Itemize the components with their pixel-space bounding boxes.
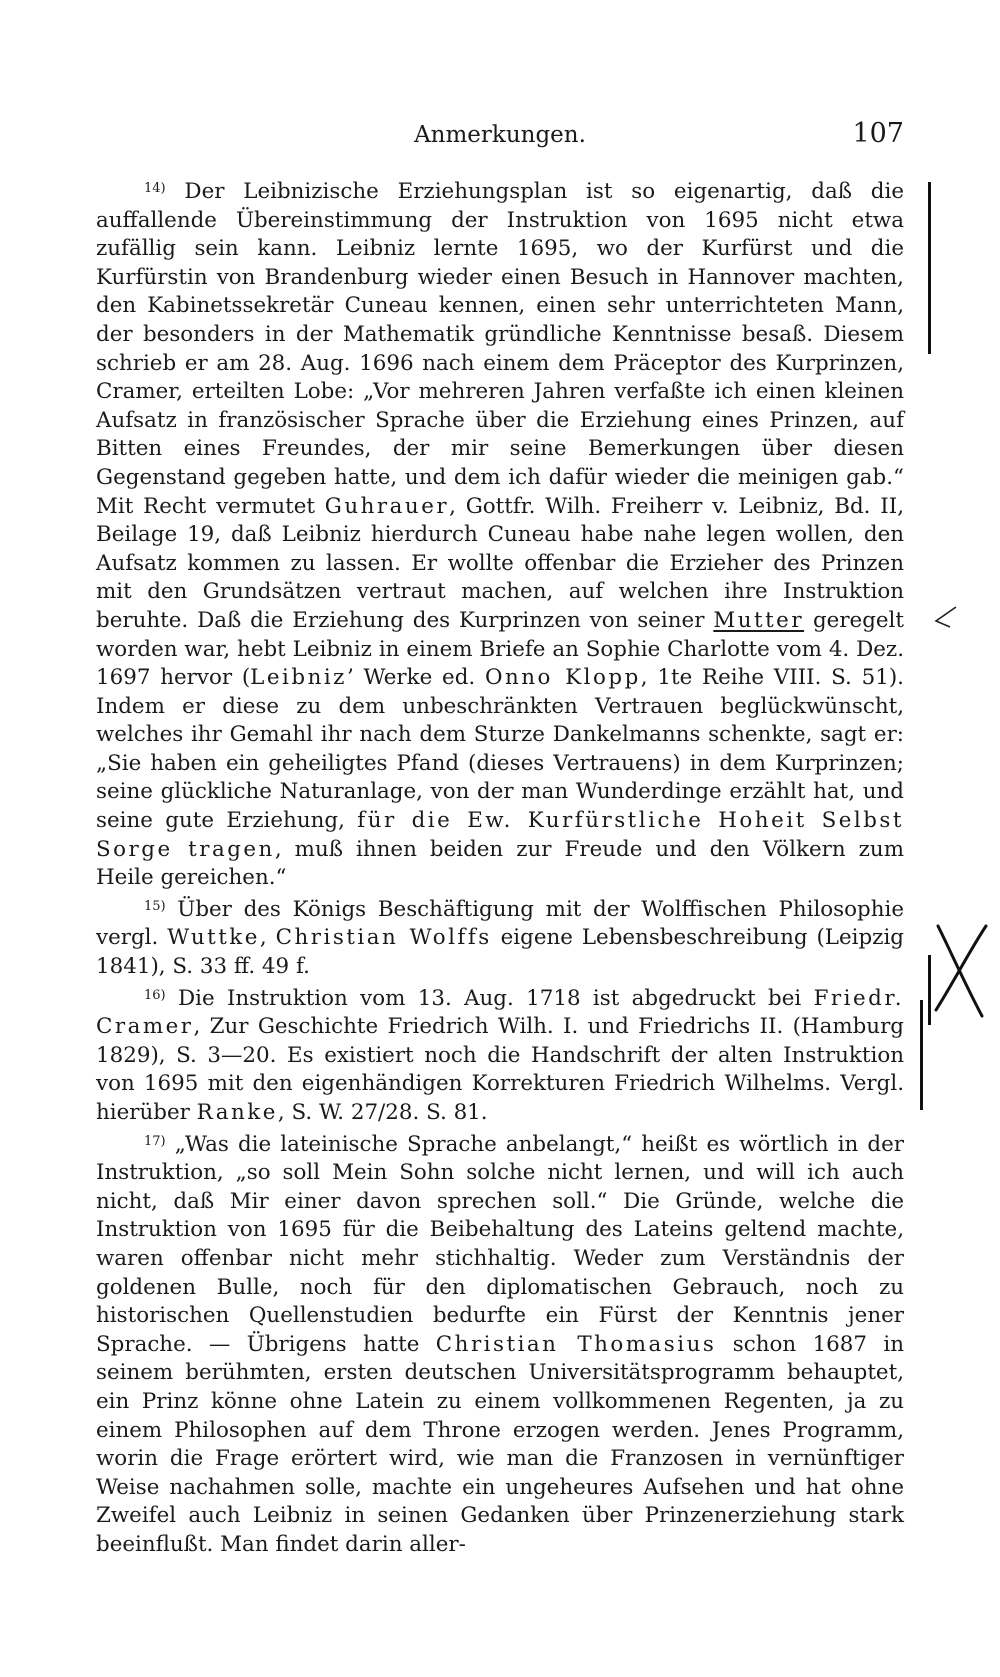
- note-text: ,: [259, 925, 276, 951]
- margin-check-mark-icon: [930, 603, 960, 633]
- page-header: [96, 118, 904, 158]
- note-text: , Zur Geschichte Friedrich Wilh. I. und Friedrichs II. (Hamburg 1829), S. 3—20. Es existiert noch die Handschrift der alten Instruktion von 1695 mit den eigenhändigen Korrekturen Friedrich Wilhelms. Vergl. hierüber: [96, 1014, 904, 1125]
- page-number: 107: [852, 118, 904, 149]
- spaced-name: Christian Thomasius: [435, 1331, 717, 1357]
- spaced-name: Wuttke: [167, 925, 260, 951]
- note-text: geregelt worden war, hebt Leibniz in einem Briefe an Sophie Charlotte vom 4. Dez. 1697 hervor (: [96, 607, 904, 691]
- spaced-name: Christian Wolffs: [275, 925, 492, 951]
- note-number: 14): [144, 181, 166, 196]
- running-title: Anmerkungen.: [414, 122, 586, 148]
- note-15: [96, 893, 904, 982]
- note-text: eigene Lebensbeschreibung (Leipzig 1841), S. 33 ff. 49 f.: [96, 925, 904, 980]
- note-text: , S. W. 27/28. S. 81.: [277, 1100, 488, 1125]
- note-17: [96, 1128, 904, 1560]
- note-16: [96, 982, 904, 1128]
- note-number: 16): [144, 987, 166, 1003]
- margin-line-mark: [920, 1000, 923, 1110]
- note-text: Die Instruktion vom 13. Aug. 1718 ist abgedruckt bei: [165, 985, 814, 1011]
- note-text: ’ Werke ed.: [346, 665, 485, 691]
- note-text: Der Leibnizische Erziehungsplan ist so eigenartig, daß die auffallende Übereinstimmung der Instruktion von 1695 nicht etwa zufällig sein kann. Leibniz lernte 1695, wo der Kurfürst und die Kurfürstin von Brandenburg wieder einen Besuch in Hannover machten, den Kabinetssekretär Cuneau kennen, einen sehr unterrichteten Mann, der besonders in der Mathematik gründliche Kenntnisse besaß. Diesem schrieb er am 28. Aug. 1696 nach einem dem Präceptor des Kurprinzen, Cramer, erteilten Lobe: „Vor mehreren Jahren verfaßte ich einen kleinen Aufsatz in französischer Sprache über die Erziehung eines Prinzen, auf Bitten eines Freundes, der mir seine Bemerkungen über diesen Gegenstand gegeben hatte, und dem ich dafür wieder die meinigen gab.“ Mit Recht vermutet: [96, 179, 904, 519]
- underlined-word: Mutter: [713, 607, 805, 633]
- note-number: 17): [144, 1133, 166, 1149]
- notes-body: [96, 175, 904, 1560]
- spaced-name: Friedr. Cramer: [96, 985, 904, 1040]
- handwritten-x-icon: [930, 920, 990, 1020]
- margin-line-mark: [928, 182, 931, 354]
- note-14: [96, 175, 904, 893]
- note-text: „Was die lateinische Sprache anbelangt,“ heißt es wörtlich in der Instruktion, „so soll Mein Sohn solche nicht lernen, und will ich auch nicht, daß Mir einer davon sprechen soll.“ Die Gründe, welche die Instruktion von 1695 für die Beibehaltung des Lateins geltend machte, waren offenbar nicht mehr stichhaltig. Weder zum Verständnis der goldenen Bulle, noch für den diplomatischen Gebrauch, noch zu historischen Quellenstudien bedurfte ein Fürst der Kenntnis jener Sprache. — Übrigens hatte: [96, 1131, 904, 1357]
- note-text: , Gottfr. Wilh. Freiherr v. Leibniz, Bd. II, Beilage 19, daß Leibniz hierdurch Cuneau habe nahe legen wollen, den Aufsatz kommen zu lassen. Er wollte offenbar die Erzieher des Prinzen mit den Grundsätzen vertraut machen, auf welchen ihre Instruktion beruhte. Daß die Erziehung des Kurprinzen von seiner: [96, 493, 904, 633]
- note-number: 15): [144, 898, 166, 914]
- spaced-name: Leibniz: [250, 665, 347, 691]
- note-text: Über des Königs Beschäftigung mit der Wolffischen Philosophie vergl.: [96, 896, 904, 951]
- note-text: , 1te Reihe VIII. S. 51). Indem er diese zu dem unbeschränkten Vertrauen beglückwünscht, welches ihr Gemahl ihr nach dem Sturze Dankelmanns schenkte, sagt er: „Sie haben ein geheiligtes Pfand (dieses Vertrauens) in dem Kurprinzen; seine glückliche Naturanlage, von der man Wunderdinge erzählt hat, und seine gute Erziehung,: [96, 665, 904, 834]
- spaced-name: Onno Klopp: [484, 665, 641, 691]
- spaced-name: Ranke: [196, 1100, 278, 1125]
- spaced-phrase: für die Ew. Kurfürstliche Hoheit Selbst Sorge tragen: [96, 808, 905, 862]
- spaced-name: Guhrauer: [324, 493, 450, 519]
- note-text: schon 1687 in seinem berühmten, ersten deutschen Universitätsprogramm behauptet, ein Prinz könne ohne Latein zu einem vollkommenen Regenten, ja zu einem Philosophen auf dem Throne erzogen werden. Jenes Programm, worin die Frage erörtert wird, wie man die Franzosen in vernünftiger Weise nachahmen solle, machte ein ungeheures Aufsehen und hat ohne Zweifel auch Leibniz in seinen Gedanken über Prinzenerziehung stark beeinflußt. Man findet darin aller-: [96, 1331, 905, 1557]
- note-text: , muß ihnen beiden zur Freude und den Völkern zum Heile gereichen.“: [96, 836, 904, 891]
